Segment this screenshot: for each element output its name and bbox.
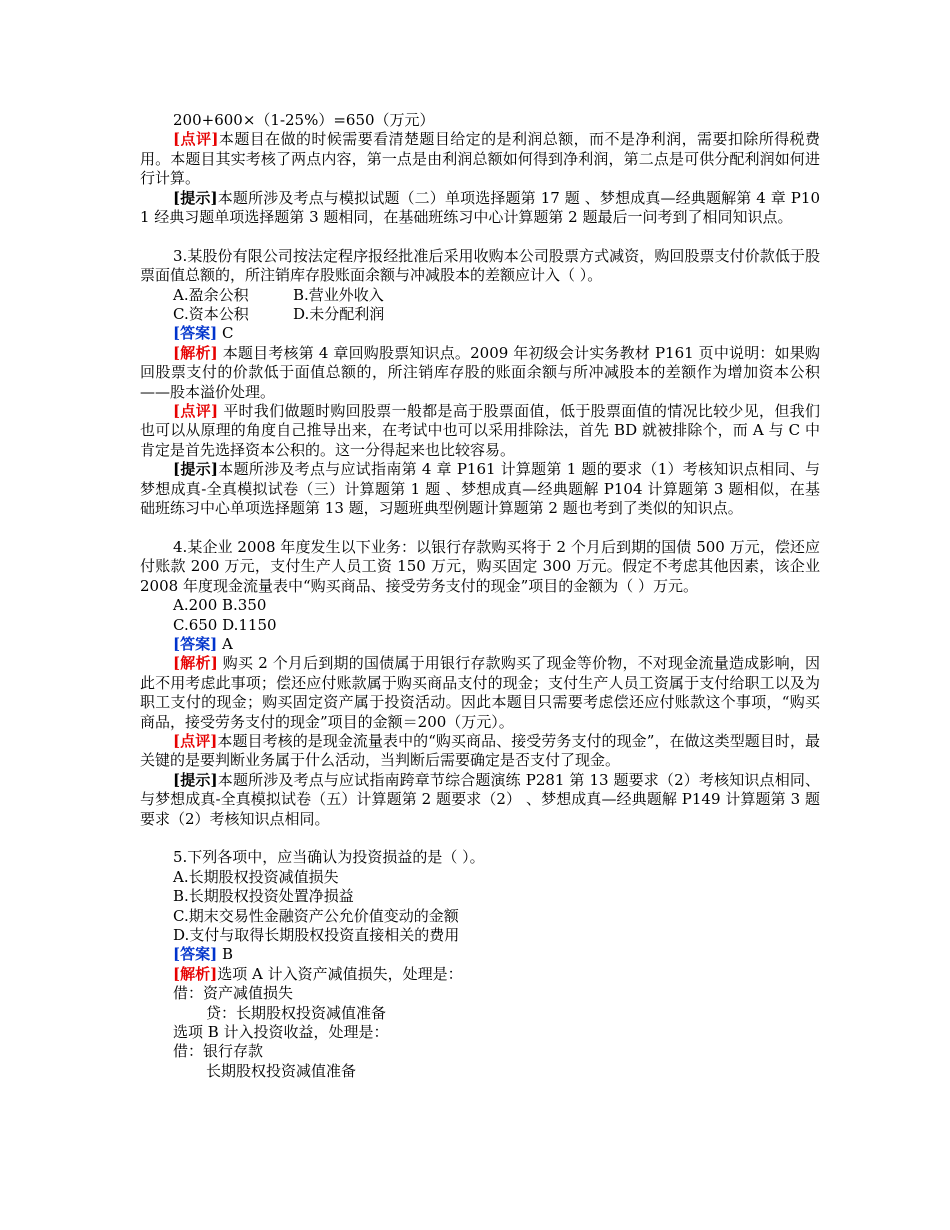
hint-text: 本题所涉及考点与模拟试题（二）单项选择题第 17 题 、梦想成真—经典题解第 4 章 P101 经典习题单项选择题第 3 题相同，在基础班练习中心计算题第 2 题最后一问考到了相同知识点。: [140, 188, 820, 227]
comment-text: 平时我们做题时购回股票一般都是高于股票面值，低于股票面值的情况比较少见，但我们也可以从原理的角度自己推导出来，在考试中也可以采用排除法，首先 BD 就被排除个，而 A 与 C 中肯定是首先选择资本公积的。这一分得起来也比较容易。: [140, 402, 820, 459]
comment-tag: [点评]: [173, 130, 219, 149]
hint-tag: [提示]: [173, 460, 219, 479]
comment-text: 本题目考核的是现金流量表中的“购买商品、接受劳务支付的现金”，在做这类型题目时，最关键的是要判断业务属于什么活动，当判断后需要确定是否支付了现金。: [140, 731, 821, 770]
spacer: [140, 227, 820, 246]
q5-answer: [140, 945, 820, 964]
q3-question: 3.某股份有限公司按法定程序报经批准后采用收购本公司股票方式减资，购回股票支付价款低于股票面值总额的，所注销库存股账面余额与冲减股本的差额应计入（ ）。: [140, 246, 820, 285]
analysis-tag: [解析]: [173, 654, 218, 673]
option-a: A.盈余公积: [173, 285, 249, 304]
answer-tag: [答案]: [173, 945, 218, 964]
journal-credit-1: 贷：长期股权投资减值准备: [206, 1003, 387, 1022]
comment-tag: [点评]: [173, 402, 219, 421]
hint-text: 本题所涉及考点与应试指南第 4 章 P161 计算题第 1 题的要求（1）考核知识点相同、与梦想成真-全真模拟试卷（三）计算题第 1 题 、梦想成真—经典题解 P104 计算题第 3 题相似，在基础班练习中心单项选择题第 13 题，习题班典型例题计算题第 2 题也考到了类似的知识点。: [140, 460, 820, 518]
hint-text: 本题所涉及考点与应试指南跨章节综合题演练 P281 第 13 题要求（2）考核知识点相同、与梦想成真-全真模拟试卷（五）计算题第 2 题要求（2） 、梦想成真—经典题解 P149 计算题第 3 题要求（2）考核知识点相同。: [140, 770, 820, 828]
q2-hint: [140, 189, 820, 228]
analysis-b: 选项 B 计入投资收益，处理是：: [173, 1023, 389, 1042]
journal-debit-2: 借：银行存款: [173, 1042, 264, 1061]
q4-question: 4.某企业 2008 年度发生以下业务：以银行存款购买将于 2 个月后到期的国债 500 万元，偿还应付账款 200 万元，支付生产人员工资 150 万元，购买固定 300 万元。假定不考虑其他因素，该企业 2008 年度现金流量表中“购买商品、接受劳务支付的现金”项目的金额为（ ）万元。: [140, 537, 820, 595]
answer-tag: [答案]: [173, 324, 218, 343]
analysis-text: 选项 A 计入资产减值损失，处理是：: [217, 964, 463, 983]
journal-debit-1: 借：资产减值损失: [173, 984, 294, 1003]
option-d: D.支付与取得长期股权投资直接相关的费用: [173, 926, 460, 945]
answer-text: A: [217, 634, 233, 653]
analysis-text: 购买 2 个月后到期的国债属于用银行存款购买了现金等价物，不对现金流量造成影响，因此不用考虑此事项；偿还应付账款属于购买商品支付的现金；支付生产人员工资属于支付给职工以及为职工支付的现金；购买固定资产属于投资活动。因此本题目只需要考虑偿还应付账款这个事项，“购买商品，接受劳务支付的现金”项目的金额＝200（万元）。: [140, 654, 820, 731]
q3-analysis: [140, 344, 820, 402]
answer-text: C: [217, 324, 234, 343]
option-c: C.期末交易性金融资产公允价值变动的金额: [173, 906, 459, 925]
option-d: D.未分配利润: [293, 305, 385, 324]
q3-hint: [140, 460, 820, 518]
q3-options-row-1: [140, 286, 820, 305]
q3-options-row-2: [140, 305, 820, 324]
option-c: C.资本公积: [173, 305, 249, 324]
option-a: A.长期股权投资减值损失: [173, 867, 339, 886]
q4-options-ab: A.200 B.350: [173, 596, 267, 615]
q5-question: 5.下列各项中，应当确认为投资损益的是（ ）。: [173, 848, 485, 867]
q2-comment: [140, 130, 820, 188]
analysis-tag: [解析]: [173, 343, 218, 362]
spacer: [140, 519, 820, 538]
answer-tag: [答案]: [173, 634, 218, 653]
q4-hint: [140, 771, 820, 829]
comment-tag: [点评]: [173, 731, 218, 750]
spacer: [140, 829, 820, 848]
hint-tag: [提示]: [173, 770, 218, 789]
journal-line-2: 长期股权投资减值准备: [206, 1061, 357, 1080]
option-b: B.长期股权投资处置净损益: [173, 887, 354, 906]
document-page: [140, 111, 820, 1081]
answer-text: B: [217, 945, 233, 964]
hint-tag: [提示]: [173, 188, 218, 207]
formula-line: 200+600×（1-25%）=650（万元）: [173, 111, 435, 129]
q4-options-cd: C.650 D.1150: [173, 615, 277, 634]
option-b: B.营业外收入: [293, 285, 384, 304]
analysis-text: 本题目考核第 4 章回购股票知识点。2009 年初级会计实务教材 P161 页中说明：如果购回股票支付的价款低于面值总额的，所注销库存股的账面余额与所冲减股本的差额作为增加资本公积——股本溢价处理。: [140, 343, 820, 401]
q5-analysis: [140, 965, 820, 984]
q3-answer: [140, 324, 820, 343]
q3-comment: [140, 402, 820, 460]
q4-analysis: [140, 654, 820, 732]
analysis-tag: [解析]: [173, 964, 218, 983]
q4-comment: [140, 732, 820, 771]
q4-answer: [140, 635, 820, 654]
comment-text: 本题目在做的时候需要看清楚题目给定的是利润总额，而不是净利润，需要扣除所得税费用。本题目其实考核了两点内容，第一点是由利润总额如何得到净利润，第二点是可供分配利润如何进行计算。: [140, 130, 820, 188]
